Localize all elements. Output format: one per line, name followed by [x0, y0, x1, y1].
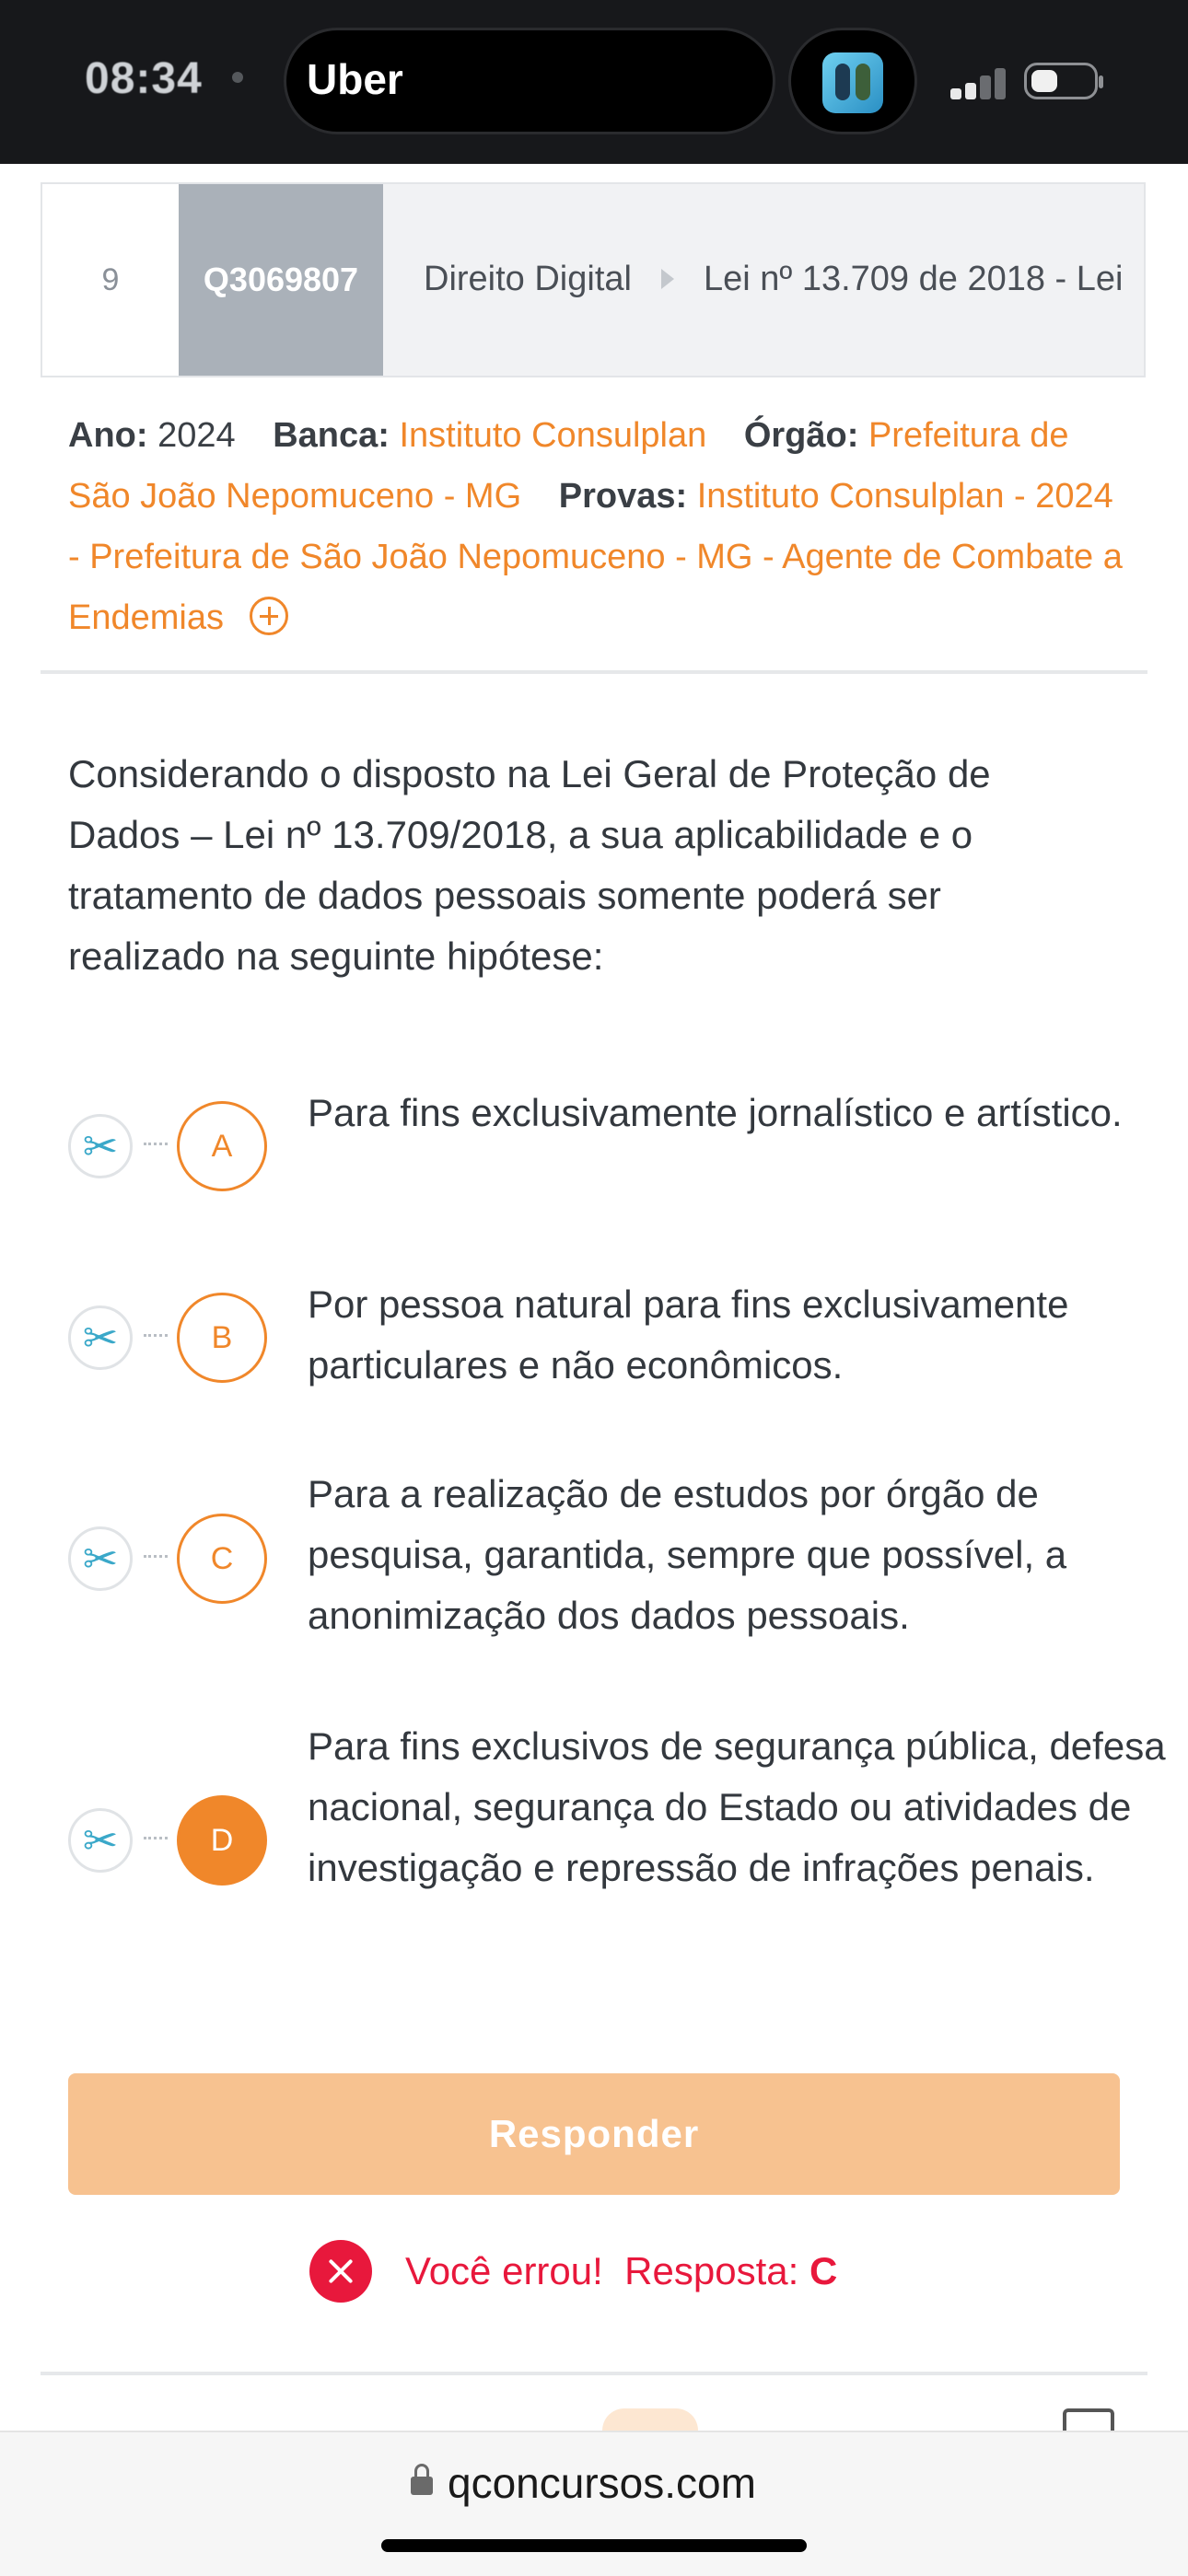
avatar-peek: [602, 2408, 698, 2431]
question-header: [41, 182, 1146, 377]
lock-icon: [411, 2477, 433, 2495]
option-text-b[interactable]: Por pessoa natural para fins exclusivamente particulares e não econômicos.: [308, 1282, 1069, 1387]
question-topic[interactable]: Lei nº 13.709 de 2018 - Lei: [704, 260, 1124, 298]
banca-label: Banca:: [273, 416, 390, 455]
question-number: 9: [42, 184, 181, 376]
scissors-icon[interactable]: ✂: [68, 1808, 133, 1873]
battery-icon: [1024, 63, 1098, 99]
option-text-a[interactable]: Para fins exclusivamente jornalístico e artístico.: [308, 1091, 1123, 1134]
answer-result: [309, 2239, 837, 2303]
signal-icon: [950, 66, 1006, 99]
home-indicator[interactable]: [381, 2539, 807, 2552]
option-text-d[interactable]: Para fins exclusivos de segurança pública, defesa nacional, segurança do Estado ou atividades de investigação e repressão de infrações penais.: [308, 1724, 1166, 1889]
question-id[interactable]: Q3069807: [179, 184, 383, 376]
browser-url-bar[interactable]: [0, 2431, 1188, 2576]
dynamic-island[interactable]: [284, 28, 775, 134]
option-connector: [144, 1143, 168, 1145]
close-circle-icon: [309, 2240, 372, 2303]
breadcrumb-arrow-icon: [661, 269, 674, 289]
result-text: [405, 2249, 837, 2293]
result-answer-label: Resposta:: [624, 2249, 799, 2292]
plus-circle-icon[interactable]: [250, 597, 288, 635]
scissors-icon[interactable]: ✂: [68, 1305, 133, 1370]
result-message: Você errou!: [405, 2249, 603, 2292]
url-text[interactable]: qconcursos.com: [448, 2459, 756, 2507]
question-meta: [68, 405, 1127, 648]
option-letter-d[interactable]: D: [177, 1795, 267, 1886]
option-letter-a[interactable]: A: [177, 1101, 267, 1191]
question-subject[interactable]: Direito Digital: [424, 260, 632, 298]
option-letter-c[interactable]: C: [177, 1514, 267, 1604]
now-playing-island[interactable]: [788, 28, 917, 134]
option-text-c[interactable]: Para a realização de estudos por órgão de pesquisa, garantida, sempre que possível, a anonimização dos dados pessoais.: [308, 1472, 1067, 1637]
status-time: 08:34: [85, 54, 203, 103]
option-connector: [144, 1837, 168, 1839]
banca-link[interactable]: Instituto Consulplan: [399, 416, 707, 455]
ano-value: 2024: [157, 416, 236, 455]
question-statement: Considerando o disposto na Lei Geral de Proteção de Dados – Lei nº 13.709/2018, a sua aplicabilidade e o tratamento de dados pessoais somente poderá ser realizado na seguinte hipótese:: [68, 752, 991, 978]
orgao-label: Órgão:: [743, 416, 859, 455]
responder-button[interactable]: Responder: [68, 2073, 1120, 2195]
orgao-link[interactable]: Prefeitura de São João Nepomuceno - MG: [68, 416, 1069, 516]
toolbar-icon-peek: [1063, 2408, 1114, 2431]
app-thumbnail-icon: [822, 52, 883, 113]
divider: [41, 2372, 1147, 2375]
ano-label: Ano:: [68, 416, 148, 455]
divider: [41, 670, 1147, 674]
status-bar: [0, 0, 1188, 164]
status-dot: [232, 72, 243, 83]
option-connector: [144, 1334, 168, 1337]
live-activity-label: Uber: [307, 55, 403, 103]
option-connector: [144, 1555, 168, 1558]
option-letter-b[interactable]: B: [177, 1293, 267, 1383]
provas-link[interactable]: Instituto Consulplan - 2024 - Prefeitura de São João Nepomuceno - MG - Agente de Combate a Endemias: [68, 477, 1123, 637]
scissors-icon[interactable]: ✂: [68, 1526, 133, 1591]
result-answer-value: C: [809, 2249, 838, 2292]
scissors-icon[interactable]: ✂: [68, 1114, 133, 1178]
provas-label: Provas:: [558, 477, 688, 516]
